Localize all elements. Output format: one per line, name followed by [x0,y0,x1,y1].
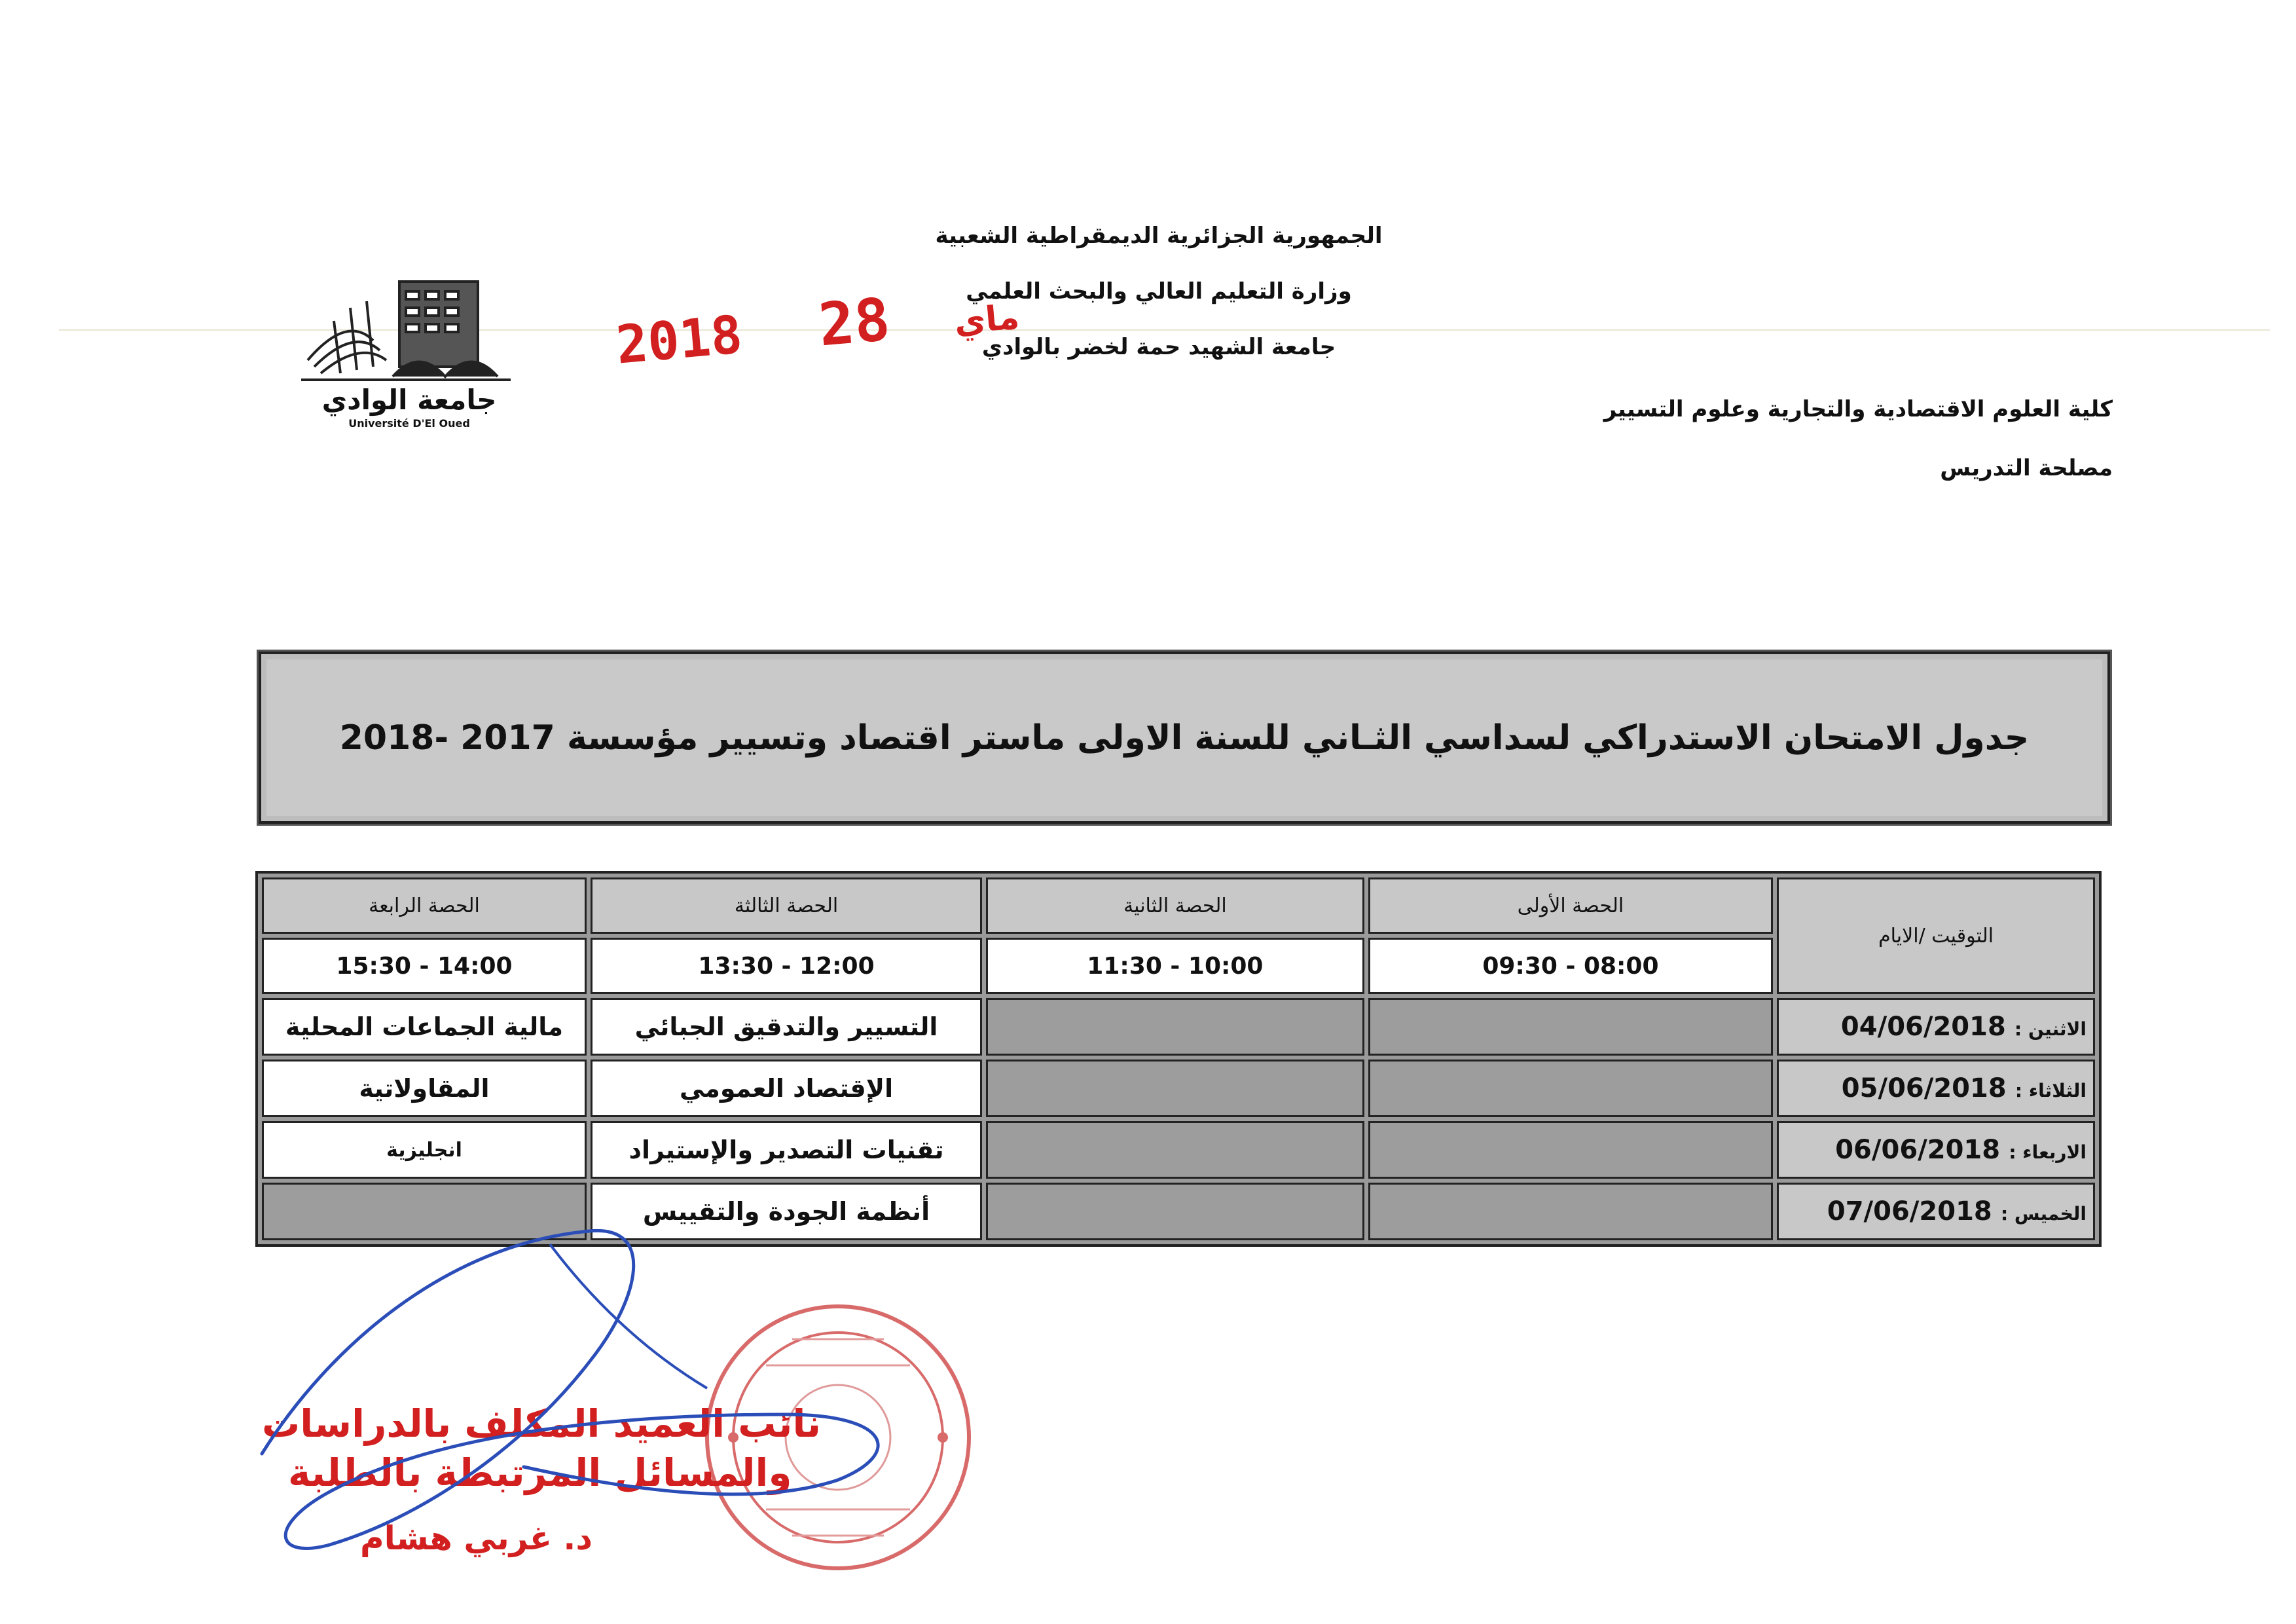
cell-s4: انجليزية [262,1121,587,1179]
signature-title-line2: والمسائل المرتبطة بالطلبة [288,1450,792,1495]
cell-s3: التسيير والتدقيق الجبائي [591,998,982,1056]
session-4-label: الحصة الرابعة [262,877,587,934]
header-republic: الجمهورية الجزائرية الديمقراطية الشعبية [935,223,1383,249]
cell-s2 [986,1183,1364,1240]
day-name: الاثنين : [2014,1018,2086,1040]
cell-s3: الإقتصاد العمومي [591,1060,982,1117]
day-cell [1777,1121,2095,1179]
session-1-label: الحصة الأولى [1368,877,1773,934]
title-box [259,652,2110,824]
day-name: الاربعاء : [2009,1141,2086,1163]
cell-s3: تقنيات التصدير والإستيراد [591,1121,982,1179]
session-4-time: 14:00 - 15:30 [262,938,587,994]
day-date: 04/06/2018 [1840,1012,2006,1042]
university-logo [295,262,524,432]
day-name: الثلاثاء : [2014,1080,2086,1101]
cell-s1 [1368,1183,1773,1240]
session-2-time: 10:00 - 11:30 [986,938,1364,994]
day-name: الخميس : [2000,1203,2086,1225]
session-3-label: الحصة الثالثة [591,877,982,934]
date-stamp-day: 28 [816,285,893,360]
table-header-row [262,877,2095,934]
table-row [262,1060,2095,1117]
cell-s2 [986,998,1364,1056]
svg-text:جامعة الوادي: جامعة الوادي [321,384,497,416]
cell-s3: أنظمة الجودة والتقييس [591,1183,982,1240]
cell-s4: المقاولاتية [262,1060,587,1117]
day-cell [1777,998,2095,1056]
faculty-name: كلية العلوم الاقتصادية والتجارية وعلوم التسيير [1603,396,2113,422]
date-stamp-year: 2018 [613,304,745,376]
cell-s1 [1368,1121,1773,1179]
table-row [262,1121,2095,1179]
session-2-label: الحصة الثانية [986,877,1364,934]
svg-text:Université D'El Oued: Université D'El Oued [348,417,470,430]
day-date: 07/06/2018 [1827,1196,1992,1227]
day-cell [1777,1183,2095,1240]
header-ministry: وزارة التعليم العالي والبحث العلمي [966,278,1352,304]
cell-s2 [986,1121,1364,1179]
signature-name: د. غربي هشام [360,1519,593,1557]
page-title: جدول الامتحان الاستدراكي لسداسي الثـاني للسنة الاولى ماستر اقتصاد وتسيير مؤسسة 2017 -2018 [339,718,2030,758]
corner-label: التوقيت /الايام [1777,877,2095,994]
date-stamp [613,274,1022,377]
session-3-time: 12:00 - 13:30 [591,938,982,994]
cell-s4: مالية الجماعات المحلية [262,998,587,1056]
table-row [262,998,2095,1056]
handwritten-signature [249,1218,969,1585]
date-stamp-month: ماي [953,297,1021,342]
session-1-time: 08:00 - 09:30 [1368,938,1773,994]
exam-schedule-table [255,871,2102,1247]
cell-s2 [986,1060,1364,1117]
signature-title-line1: نائب العميد المكلف بالدراسات [262,1401,821,1446]
cell-s1 [1368,1060,1773,1117]
day-cell [1777,1060,2095,1117]
header-university: جامعة الشهيد حمة لخضر بالوادي [981,334,1336,360]
cell-s1 [1368,998,1773,1056]
service-name: مصلحة التدريس [1940,455,2113,481]
day-date: 05/06/2018 [1841,1073,2007,1103]
day-date: 06/06/2018 [1835,1135,2001,1165]
